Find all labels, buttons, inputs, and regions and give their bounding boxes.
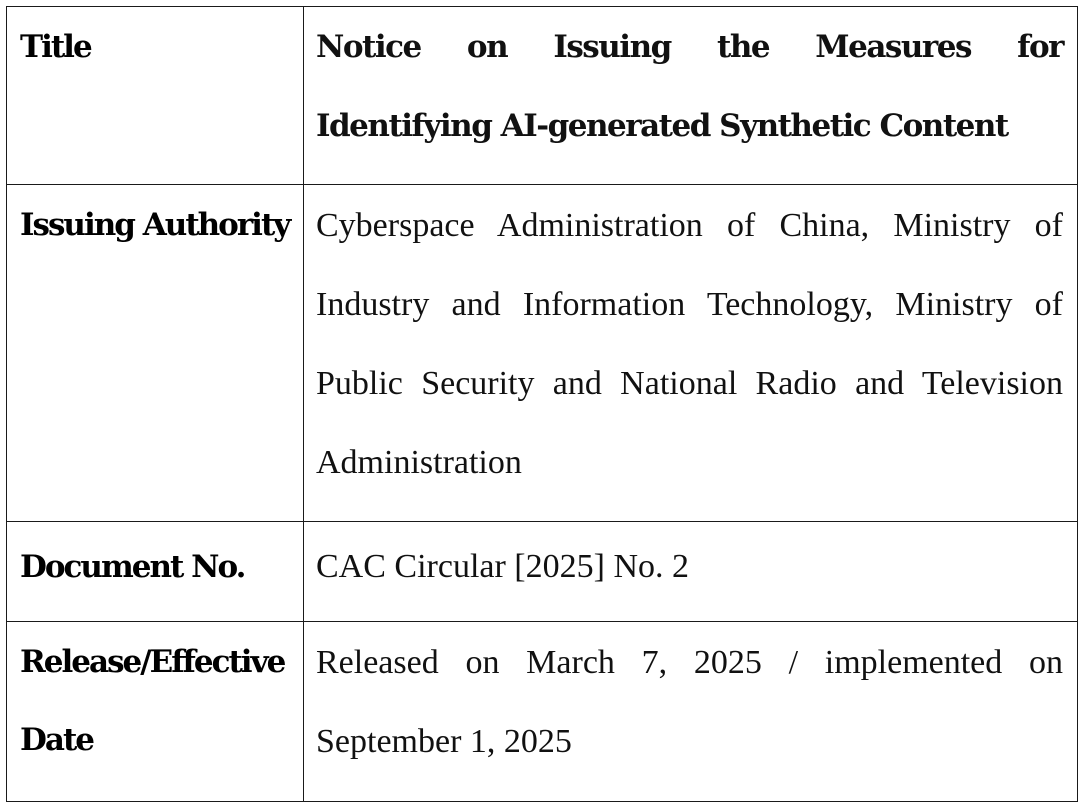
table-row-title xyxy=(7,7,1078,185)
row-value-issuing-authority: Cyberspace Administration of China, Ministry of Industry and Information Technology, Ministry of Public Security and National Radio and Television Administration xyxy=(304,185,1078,522)
row-label-document-no: Document No. xyxy=(7,522,304,622)
row-value-title: Notice on Issuing the Measures for Identifying AI-generated Synthetic Content xyxy=(304,7,1078,185)
row-label-title: Title xyxy=(7,7,304,185)
row-label-release-date: Release/Effective Date xyxy=(7,622,304,802)
table-row-release-date xyxy=(7,622,1078,802)
row-value-release-date: Released on March 7, 2025 / implemented on September 1, 2025 xyxy=(304,622,1078,802)
table-row-issuing-authority xyxy=(7,185,1078,522)
row-value-document-no: CAC Circular [2025] No. 2 xyxy=(304,522,1078,622)
document-info-table xyxy=(6,6,1078,802)
row-label-issuing-authority: Issuing Authority xyxy=(7,185,304,522)
table-row-document-no xyxy=(7,522,1078,622)
